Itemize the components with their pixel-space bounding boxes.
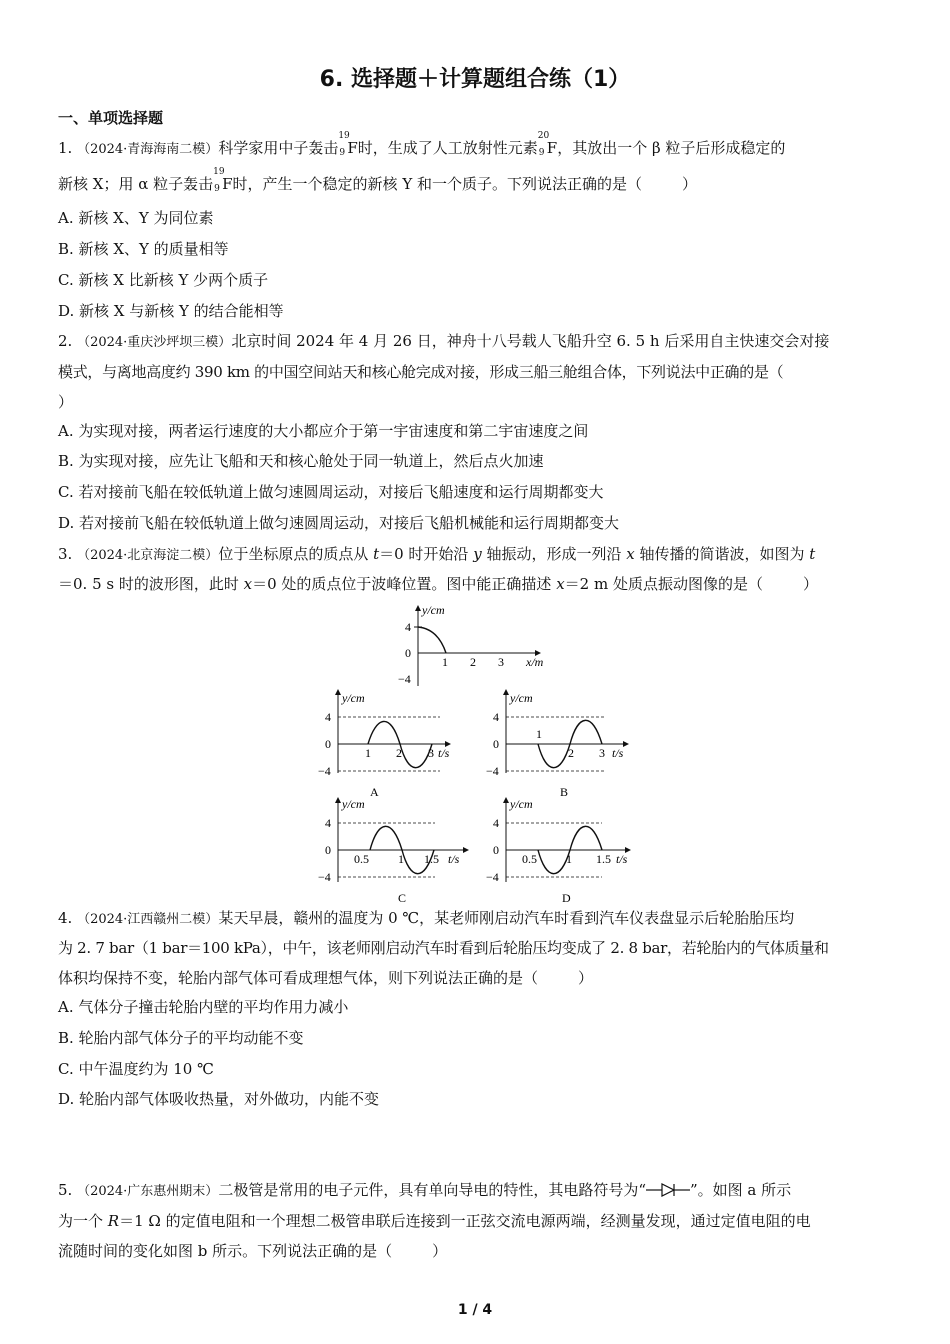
q4-option-c: C. 中午温度约为 10 ℃	[58, 1060, 214, 1078]
main-y-label: y/cm	[422, 603, 445, 617]
graph-b-y-tick: −4	[486, 764, 499, 778]
q1-option-b: B. 新核 X、Y 的质量相等	[58, 240, 229, 258]
q4-option-b: B. 轮胎内部气体分子的平均动能不变	[58, 1029, 304, 1047]
graph-c-y-tick: 4	[325, 816, 331, 830]
graph-d-y-label: y/cm	[510, 797, 533, 811]
graph-c-x-tick: 1	[398, 852, 404, 866]
graph-d-y-tick: −4	[486, 870, 499, 884]
nuclide-f20: 20 9	[537, 131, 550, 158]
q2-option-a: A. 为实现对接，两者运行速度的大小都应介于第一宇宙速度和第二宇宙速度之间	[58, 422, 589, 440]
graph-d-label: D	[562, 891, 571, 905]
main-x-tick: 2	[470, 655, 476, 669]
q4-option-d: D. 轮胎内部气体吸收热量，对外做功，内能不变	[58, 1090, 380, 1108]
q2-line-2: 模式，与离地高度约 390 km 的中国空间站天和核心舱完成对接，形成三船三舱组合体，下列说法中正确的是（	[58, 363, 784, 381]
main-x-label: x/m	[526, 655, 544, 669]
q2-option-c: C. 若对接前飞船在较低轨道上做匀速圆周运动，对接后飞船速度和运行周期都变大	[58, 483, 604, 501]
graph-b-label: B	[560, 785, 569, 799]
graph-d-y-tick: 0	[493, 843, 499, 857]
main-y-tick: −4	[398, 672, 411, 686]
q4-line-2: 为 2. 7 bar（1 bar＝100 kPa），中午，该老师刚启动汽车时看到后轮胎压均变成了 2. 8 bar，若轮胎内的气体质量和	[58, 939, 829, 957]
q1-line-2: 新核 X；用 α 粒子轰击 19 9 F时，产生一个稳定的新核 Y 和一个质子。下列说法正确的是（ ）	[58, 167, 698, 194]
main-x-tick: 3	[498, 655, 504, 669]
diode-symbol-icon	[646, 1182, 690, 1198]
graph-c-x-tick: 1.5	[424, 852, 439, 866]
q3-line-1: 3. （2024·北京海淀二模）位于坐标原点的质点从 t＝0 时开始沿 y 轴振动，形成一列沿 x 轴传播的简谐波，如图为 t	[58, 545, 816, 563]
graph-b	[486, 690, 628, 799]
q2-option-d: D. 若对接前飞船在较低轨道上做匀速圆周运动，对接后飞船机械能和运行周期都变大	[58, 514, 620, 532]
q4-option-a: A. 气体分子撞击轮胎内壁的平均作用力减小	[58, 998, 349, 1016]
q3-line-2: ＝0. 5 s 时的波形图，此时 x＝0 处的质点位于波峰位置。图中能正确描述 x＝2 m 处质点振动图像的是（ ）	[58, 575, 818, 593]
graph-a-y-label: y/cm	[342, 691, 365, 705]
graph-c-x-label: t/s	[448, 852, 460, 866]
graph-d-x-tick: 1.5	[596, 852, 611, 866]
q2-line-1: 2. （2024·重庆沙坪坝三模）北京时间 2024 年 4 月 26 日，神舟十八号载人飞船升空 6. 5 h 后采用自主快速交会对接	[58, 332, 830, 350]
graph-a	[318, 690, 450, 799]
graph-a-x-tick: 2	[396, 746, 402, 760]
graph-b-x-label: t/s	[612, 746, 624, 760]
graph-c-y-label: y/cm	[342, 797, 365, 811]
graph-b-y-label: y/cm	[510, 691, 533, 705]
graph-c	[318, 797, 468, 905]
q4-line-1: 4. （2024·江西赣州二模）某天早晨，赣州的温度为 0 ℃，某老师刚启动汽车时看到汽车仪表盘显示后轮胎胎压均	[58, 909, 795, 927]
graph-c-y-tick: 0	[325, 843, 331, 857]
graph-c-label: C	[398, 891, 407, 905]
main-x-tick: 1	[442, 655, 448, 669]
q5-line-1: 5. （2024·广东惠州期末）二极管是常用的电子元件，具有单向导电的特性，其电路符号为“ ”。如图 a 所示	[58, 1181, 792, 1199]
q2-option-b: B. 为实现对接，应先让飞船和天和核心舱处于同一轨道上，然后点火加速	[58, 452, 544, 470]
q3-figure	[310, 598, 640, 908]
wave-curve	[418, 627, 446, 653]
graph-a-x-label: t/s	[438, 746, 450, 760]
graph-b-x-tick: 3	[599, 746, 605, 760]
q5-line-2: 为一个 R＝1 Ω 的定值电阻和一个理想二极管串联后连接到一正弦交流电源两端，经测量发现，通过定值电阻的电	[58, 1212, 811, 1230]
nuclide-f19: 19 9	[338, 131, 350, 158]
page-title: 6. 选择题＋计算题组合练（1）	[319, 67, 631, 92]
q1-option-a: A. 新核 X、Y 为同位素	[58, 209, 214, 227]
graph-a-x-tick: 1	[365, 746, 371, 760]
graph-b-x-tick: 2	[568, 746, 574, 760]
main-y-tick: 0	[405, 646, 411, 660]
main-y-tick: 4	[405, 620, 411, 634]
graph-a-y-tick: −4	[318, 764, 331, 778]
graph-d-y-tick: 4	[493, 816, 499, 830]
q2-line-3: ）	[58, 393, 74, 411]
graph-a-x-tick: 3	[428, 746, 434, 760]
section-heading: 一、单项选择题	[58, 109, 164, 127]
graph-d-x-tick: 0.5	[522, 852, 537, 866]
q4-line-3: 体积均保持不变，轮胎内部气体可看成理想气体，则下列说法正确的是（ ）	[58, 969, 594, 987]
graph-c-x-tick: 0.5	[354, 852, 369, 866]
q1-option-c: C. 新核 X 比新核 Y 少两个质子	[58, 271, 269, 289]
graph-b-y-tick: 4	[493, 710, 499, 724]
q1-line-1: 1. （2024·青海海南二模）科学家用中子轰击 19 9 F时，生成了人工放射性元素 20 9 F，其放出一个 β 粒子后形成稳定的	[58, 131, 786, 158]
nuclide-f19-b: 19 9	[213, 167, 225, 194]
graph-a-y-tick: 0	[325, 737, 331, 751]
graph-d	[486, 797, 630, 905]
graph-b-y-tick: 0	[493, 737, 499, 751]
graph-a-label: A	[370, 785, 379, 799]
q5-line-3: 流随时间的变化如图 b 所示。下列说法正确的是（ ）	[58, 1242, 448, 1260]
waveform-graph	[398, 603, 544, 686]
graph-b-x-tick: 1	[536, 727, 542, 741]
graph-c-y-tick: −4	[318, 870, 331, 884]
graph-a-curve	[368, 721, 432, 767]
page-number: 1 / 4	[457, 1302, 493, 1318]
graph-d-x-label: t/s	[616, 852, 628, 866]
graph-a-y-tick: 4	[325, 710, 331, 724]
graph-d-x-tick: 1	[566, 852, 572, 866]
q1-option-d: D. 新核 X 与新核 Y 的结合能相等	[58, 302, 284, 320]
